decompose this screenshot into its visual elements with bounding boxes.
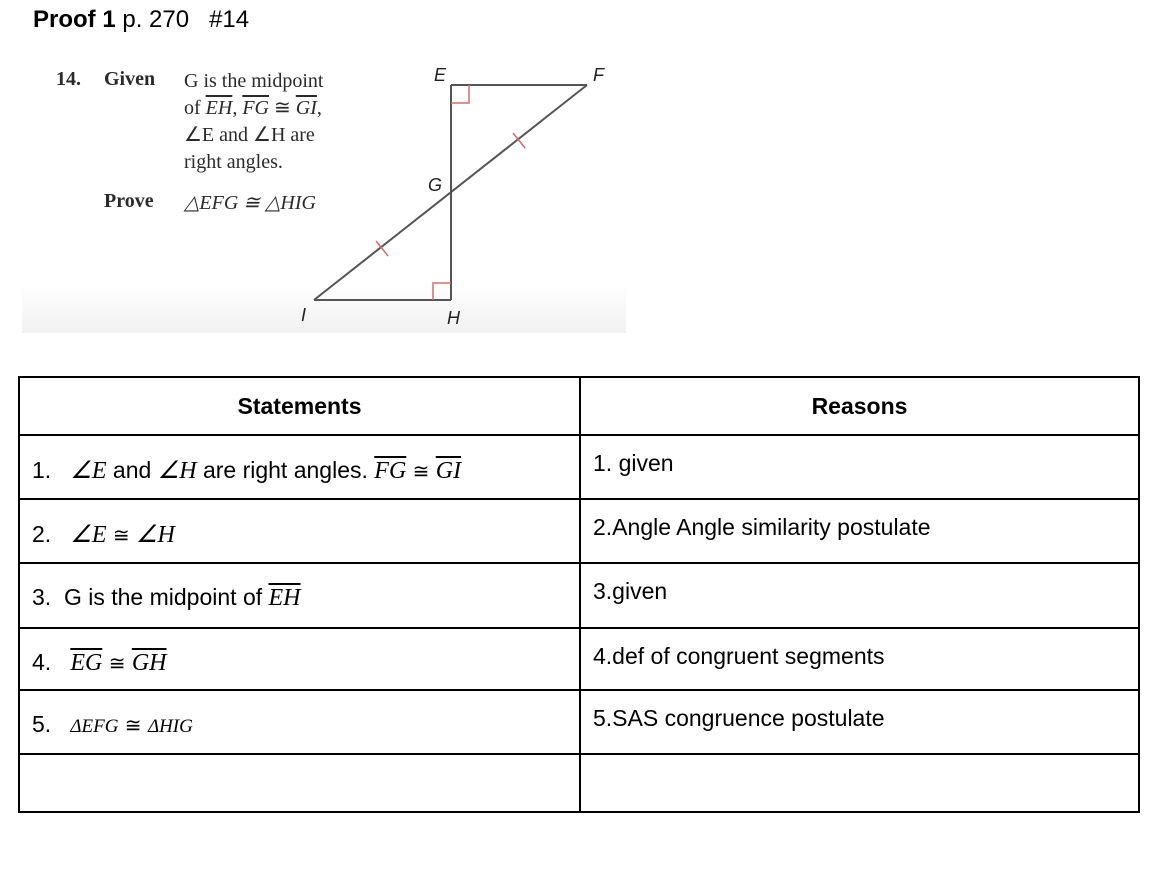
statement-text-2: are right angles. [196,457,375,483]
given-of: of [184,97,206,119]
title-rest: p. 270 #14 [115,6,250,33]
angle-h: ∠H [157,458,197,484]
segment-fg: $\overline{FG}$ [374,458,407,484]
right-angle-mark-h [433,283,451,300]
reason-cell [580,754,1139,812]
statement-cell [19,499,580,563]
congruent-symbol: ≅ [118,713,148,737]
table-row [19,690,1139,754]
statement-cell [19,754,580,812]
segment-eg: $\overline{EG}$ [70,650,103,676]
vertex-label-h: H [447,308,460,328]
table-row [19,754,1139,812]
prove-text: △EFG ≅ △HIG [184,192,316,214]
statement-text: and [106,457,158,483]
geometry-diagram [22,58,626,333]
statement-cell [19,563,580,628]
reason-cell [580,435,1139,499]
reason-text: 3.given [593,578,668,604]
reason-cell [580,499,1139,563]
segment-eh: $\overline{EH}$ [268,585,301,611]
triangle-efg: ΔEFG [70,716,119,737]
congruent-symbol: ≅ [106,523,137,547]
reason-text: 1. given [593,450,674,476]
vertex-label-g: G [428,175,443,195]
given-line-3: ∠E and ∠H are [184,124,315,146]
row-number: 4. [32,649,52,675]
statement-cell [19,690,580,754]
reasons-header: Reasons [580,377,1139,435]
table-row [19,563,1139,628]
angle-e: ∠E [70,458,107,484]
given-line-1: G is the midpoint [184,70,324,92]
page-title [33,6,249,34]
proof-table [18,376,1140,813]
segment-gi: $\overline{GI}$ [295,97,317,119]
angle-h: ∠H [136,522,175,548]
table-header-row [19,377,1139,435]
segment-fg: $\overline{FG}$ [242,97,270,119]
reason-text: 4.def of congruent segments [593,643,885,669]
vertex-label-f: F [593,65,604,85]
row-number: 2. [32,521,52,547]
given-line-4: right angles. [184,151,283,173]
reason-cell [580,690,1139,754]
given-comma: , [232,97,243,119]
congruent-symbol: ≅ [406,459,436,483]
vertex-label-e: E [434,65,447,85]
table-row [19,499,1139,563]
statement-cell [19,628,580,690]
triangle-hig: ΔHIG [147,716,193,737]
segment-gh: $\overline{GH}$ [131,650,167,676]
given-cong: ≅ [269,97,296,119]
right-angle-mark-e [451,85,469,103]
statement-text: G is the midpoint of [63,584,269,610]
reason-cell [580,563,1139,628]
table-row [19,435,1139,499]
reason-text: 2.Angle Angle similarity postulate [593,514,931,540]
reason-text: 5.SAS congruence postulate [593,705,885,731]
angle-e: ∠E [70,522,107,548]
vertex-label-i: I [301,305,307,325]
segment-gi: $\overline{GI}$ [435,458,462,484]
segment-eh: $\overline{EH}$ [205,97,233,119]
given-label: Given [104,68,156,90]
statement-cell [19,435,580,499]
given-comma-2: , [316,97,322,119]
problem-number: 14. [56,68,81,90]
row-number: 1. [32,457,52,483]
row-number: 3. [32,584,52,610]
row-number: 5. [32,711,52,737]
congruent-symbol: ≅ [102,651,132,675]
reason-text [581,755,1138,769]
reason-cell [580,628,1139,690]
statements-header: Statements [19,377,580,435]
prove-label: Prove [104,190,154,212]
problem-figure [22,58,626,333]
row-number [20,755,579,775]
title-bold: Proof 1 [33,6,116,33]
table-row [19,628,1139,690]
